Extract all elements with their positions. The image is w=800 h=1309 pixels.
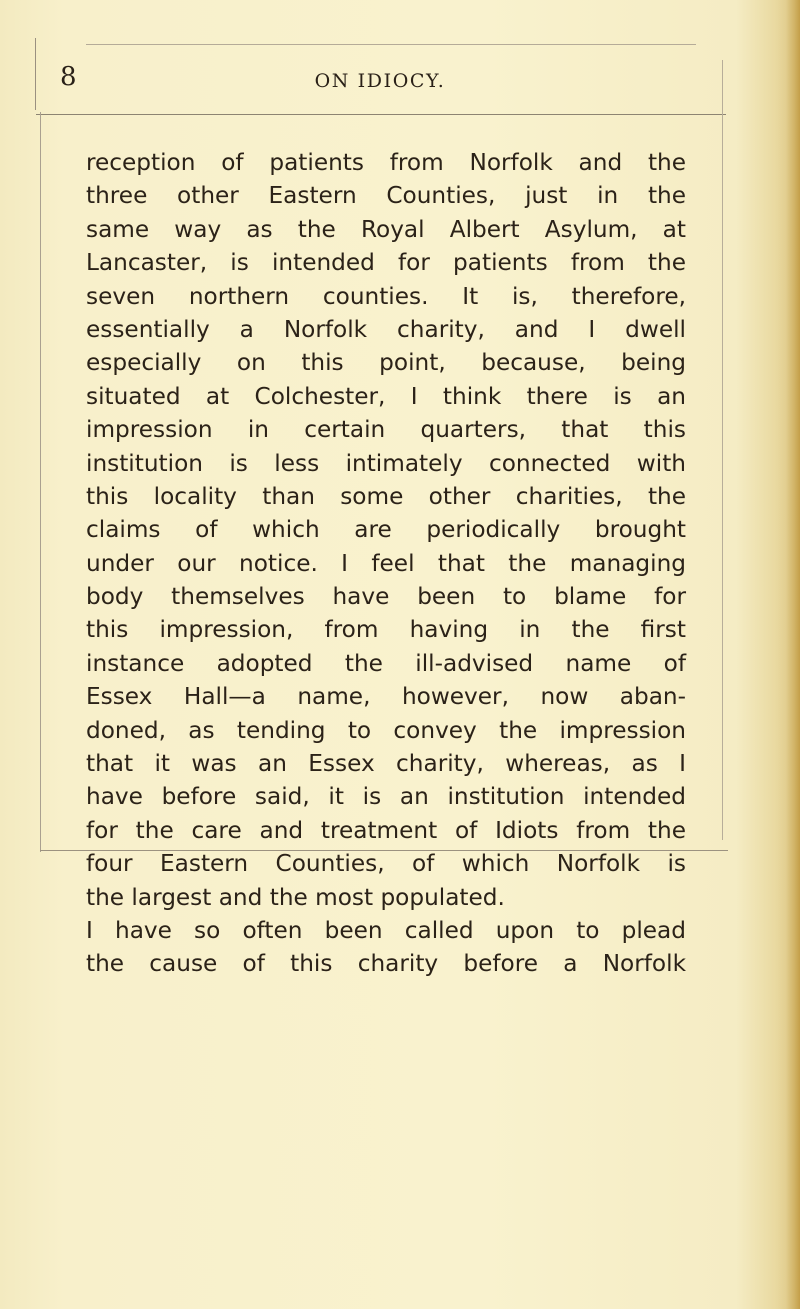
text-line: Lancaster, is intended for patients from the (86, 249, 686, 277)
text-line: claims of which are periodically brought (86, 516, 686, 544)
text-line: four Eastern Counties, of which Norfolk is (86, 850, 686, 878)
page-header (60, 64, 700, 98)
header-rule (36, 114, 726, 115)
text-line: this impression, from having in the first (86, 616, 686, 644)
text-line: have before said, it is an institution intended (86, 783, 686, 811)
text-line: doned, as tending to convey the impression (86, 716, 686, 744)
frame-rule (722, 60, 723, 840)
text-line: instance adopted the ill-advised name of (86, 649, 686, 677)
page-number: 8 (60, 62, 78, 92)
text-line: for the care and treatment of Idiots from the (86, 816, 686, 844)
text-line: seven northern counties. It is, therefore, (86, 282, 686, 310)
text-line: under our notice. I feel that the managing (86, 549, 686, 577)
text-line: situated at Colchester, I think there is an (86, 382, 686, 410)
text-line: Essex Hall—a name, however, now aban- (86, 683, 686, 711)
text-line: body themselves have been to blame for (86, 583, 686, 611)
running-head: ON IDIOCY. (314, 70, 446, 92)
text-line: the largest and the most populated. (86, 883, 505, 911)
frame-rule (35, 38, 36, 110)
text-line: institution is less intimately connected with (86, 449, 686, 477)
page-edge-shadow (786, 0, 800, 1309)
text-line: reception of patients from Norfolk and the (86, 149, 686, 176)
text-line: this locality than some other charities, the (86, 482, 686, 510)
text-line: the cause of this charity before a Norfolk (86, 950, 686, 978)
frame-rule (86, 44, 696, 45)
frame-rule (40, 112, 41, 852)
text-line: impression in certain quarters, that this (86, 416, 686, 444)
text-line: that it was an Essex charity, whereas, as I (86, 750, 686, 778)
text-line: three other Eastern Counties, just in the (86, 182, 686, 210)
text-line: essentially a Norfolk charity, and I dwell (86, 315, 686, 343)
text-line: same way as the Royal Albert Asylum, at (86, 215, 686, 243)
body-text (86, 146, 686, 981)
text-line: I have so often been called upon to plead (86, 916, 686, 944)
text-line: especially on this point, because, being (86, 349, 686, 377)
